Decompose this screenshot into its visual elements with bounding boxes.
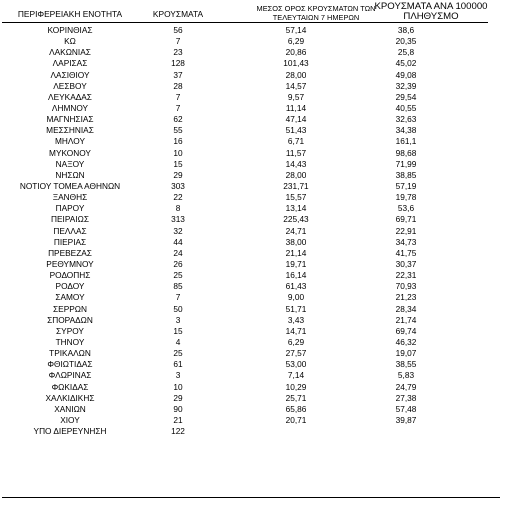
cell-region: ΜΗΛΟΥ bbox=[55, 136, 85, 147]
cell-cases: 26 bbox=[173, 258, 183, 269]
cell-per100k: 38,85 bbox=[395, 169, 417, 180]
cell-per100k: 45,02 bbox=[395, 58, 417, 69]
cell-region: ΠΙΕΡΙΑΣ bbox=[53, 236, 87, 247]
table-row bbox=[0, 415, 516, 426]
table-row bbox=[0, 281, 516, 292]
cell-cases: 32 bbox=[173, 225, 183, 236]
table-bottom-rule bbox=[2, 497, 500, 498]
table-row bbox=[0, 214, 516, 225]
cell-per100k: 30,37 bbox=[395, 258, 417, 269]
cell-region: ΠΕΙΡΑΙΩΣ bbox=[51, 214, 89, 225]
cell-region: ΦΛΩΡΙΝΑΣ bbox=[48, 370, 92, 381]
table-row bbox=[0, 404, 516, 415]
cell-per100k: 32,39 bbox=[395, 80, 417, 91]
cell-region: ΛΑΚΩΝΙΑΣ bbox=[49, 47, 91, 58]
cell-cases: 25 bbox=[173, 270, 183, 281]
cell-per100k: 22,91 bbox=[395, 225, 417, 236]
table-row bbox=[0, 226, 516, 237]
table-row bbox=[0, 337, 516, 348]
cell-avg7: 6,71 bbox=[287, 136, 305, 147]
cell-per100k: 38,6 bbox=[397, 25, 415, 35]
cell-cases: 55 bbox=[173, 125, 183, 136]
cell-cases: 29 bbox=[173, 392, 183, 403]
cell-avg7: 15,57 bbox=[285, 192, 307, 203]
cell-cases: 50 bbox=[173, 303, 183, 314]
cell-cases: 22 bbox=[173, 192, 183, 203]
cell-per100k: 24,79 bbox=[395, 381, 417, 392]
cell-region: ΤΗΝΟΥ bbox=[55, 336, 85, 347]
cell-per100k: 71,99 bbox=[395, 158, 417, 169]
table-row bbox=[0, 382, 516, 393]
cell-cases: 3 bbox=[175, 314, 181, 325]
cell-region: ΣΥΡΟΥ bbox=[56, 325, 84, 336]
cell-cases: 44 bbox=[173, 236, 183, 247]
table-row bbox=[0, 292, 516, 303]
cell-avg7: 16,14 bbox=[285, 270, 307, 281]
cell-cases: 3 bbox=[175, 370, 181, 381]
cell-avg7: 51,43 bbox=[285, 125, 307, 136]
table-row bbox=[0, 259, 516, 270]
table-row bbox=[0, 47, 516, 58]
table-row bbox=[0, 304, 516, 315]
cell-avg7: 47,14 bbox=[285, 114, 307, 125]
header-divider bbox=[2, 22, 488, 23]
table-row bbox=[0, 114, 516, 125]
cell-region: ΧΑΛΚΙΔΙΚΗΣ bbox=[45, 392, 95, 403]
cell-cases: 15 bbox=[173, 158, 183, 169]
cell-avg7: 101,43 bbox=[283, 58, 309, 69]
table-row bbox=[0, 70, 516, 81]
cell-cases: 24 bbox=[173, 247, 183, 258]
cell-cases: 37 bbox=[173, 69, 183, 80]
cell-per100k: 19,07 bbox=[395, 348, 417, 359]
table-row bbox=[0, 370, 516, 381]
cell-avg7: 6,29 bbox=[287, 336, 305, 347]
cell-per100k: 38,55 bbox=[395, 359, 417, 370]
cell-avg7: 61,43 bbox=[285, 281, 307, 292]
cell-per100k: 57,19 bbox=[395, 180, 417, 191]
cell-cases: 10 bbox=[173, 381, 183, 392]
cell-per100k: 53,6 bbox=[397, 203, 415, 214]
cell-region: ΡΟΔΟΠΗΣ bbox=[49, 270, 91, 281]
cell-avg7: 57,14 bbox=[285, 25, 307, 35]
cell-avg7: 19,71 bbox=[285, 258, 307, 269]
cell-avg7: 10,29 bbox=[285, 381, 307, 392]
cell-region: ΠΑΡΟΥ bbox=[55, 203, 85, 214]
cell-avg7: 9,00 bbox=[287, 292, 305, 303]
cell-cases: 128 bbox=[171, 58, 185, 69]
cell-region: ΝΟΤΙΟΥ ΤΟΜΕΑ ΑΘΗΝΩΝ bbox=[19, 180, 121, 191]
cell-per100k: 28,34 bbox=[395, 303, 417, 314]
cell-avg7: 11,57 bbox=[285, 147, 307, 158]
cell-per100k: 21,74 bbox=[395, 314, 417, 325]
cell-avg7: 7,14 bbox=[287, 370, 305, 381]
cell-cases: 7 bbox=[175, 102, 181, 113]
cell-cases: 29 bbox=[173, 169, 183, 180]
cell-avg7: 14,57 bbox=[285, 80, 307, 91]
table-row bbox=[0, 192, 516, 203]
cell-cases: 56 bbox=[173, 25, 183, 35]
cell-per100k: 25,8 bbox=[397, 47, 415, 58]
cell-region: ΡΕΘΥΜΝΟΥ bbox=[46, 258, 94, 269]
cell-avg7: 11,14 bbox=[285, 102, 307, 113]
header-per100k: ΚΡΟΥΣΜΑΤΑ ΑΝΑ 100000 ΠΛΗΘΥΣΜΟ bbox=[374, 1, 488, 22]
table-row bbox=[0, 159, 516, 170]
cell-avg7: 20,71 bbox=[285, 414, 307, 425]
table-row bbox=[0, 359, 516, 370]
cell-per100k: 32,63 bbox=[395, 114, 417, 125]
cell-cases: 25 bbox=[173, 348, 183, 359]
cell-avg7: 20,86 bbox=[285, 47, 307, 58]
cell-region: ΛΕΥΚΑΔΑΣ bbox=[48, 91, 92, 102]
header-avg7: ΜΕΣΟΣ ΟΡΟΣ ΚΡΟΥΣΜΑΤΩΝ ΤΩΝ ΤΕΛΕΥΤΑΙΩΝ 7 ΗΜΕΡΩΝ bbox=[256, 4, 376, 22]
cell-region: ΧΙΟΥ bbox=[60, 414, 80, 425]
cell-region: ΚΟΡΙΝΘΙΑΣ bbox=[47, 25, 93, 35]
cell-cases: 122 bbox=[171, 426, 185, 437]
cell-per100k: 41,75 bbox=[395, 247, 417, 258]
table-row bbox=[0, 393, 516, 404]
header-cases: ΚΡΟΥΣΜΑΤΑ bbox=[152, 9, 204, 19]
cell-region: ΥΠΟ ΔΙΕΡΕΥΝΗΣΗ bbox=[33, 426, 107, 437]
cell-per100k: 57,48 bbox=[395, 403, 417, 414]
cell-per100k: 39,87 bbox=[395, 414, 417, 425]
cell-region: ΝΑΞΟΥ bbox=[55, 158, 85, 169]
table-row bbox=[0, 36, 516, 47]
cell-region: ΛΕΣΒΟΥ bbox=[53, 80, 87, 91]
cell-cases: 4 bbox=[175, 336, 181, 347]
table-row bbox=[0, 270, 516, 281]
cell-cases: 7 bbox=[175, 36, 181, 47]
cell-per100k: 161,1 bbox=[395, 136, 417, 147]
cell-avg7: 25,71 bbox=[285, 392, 307, 403]
cell-cases: 23 bbox=[173, 47, 183, 58]
cell-avg7: 231,71 bbox=[283, 180, 309, 191]
table-row bbox=[0, 326, 516, 337]
cell-per100k: 5,83 bbox=[397, 370, 415, 381]
cell-region: ΞΑΝΘΗΣ bbox=[52, 192, 88, 203]
cell-per100k: 40,55 bbox=[395, 102, 417, 113]
cell-region: ΦΩΚΙΔΑΣ bbox=[51, 381, 89, 392]
table-row bbox=[0, 25, 516, 36]
cell-region: ΤΡΙΚΑΛΩΝ bbox=[49, 348, 91, 359]
cell-region: ΛΗΜΝΟΥ bbox=[51, 102, 89, 113]
table-row bbox=[0, 203, 516, 214]
cell-region: ΛΑΣΙΘΙΟΥ bbox=[50, 69, 90, 80]
cell-cases: 7 bbox=[175, 292, 181, 303]
cell-cases: 16 bbox=[173, 136, 183, 147]
cell-cases: 28 bbox=[173, 80, 183, 91]
cell-avg7: 38,00 bbox=[285, 236, 307, 247]
cell-avg7: 27,57 bbox=[285, 348, 307, 359]
cell-cases: 7 bbox=[175, 91, 181, 102]
cell-avg7: 9,57 bbox=[287, 91, 305, 102]
table-row bbox=[0, 58, 516, 69]
cell-avg7: 14,71 bbox=[285, 325, 307, 336]
cell-region: ΡΟΔΟΥ bbox=[55, 281, 85, 292]
cell-avg7: 3,43 bbox=[287, 314, 305, 325]
cell-cases: 8 bbox=[175, 203, 181, 214]
cell-region: ΦΘΙΩΤΙΔΑΣ bbox=[47, 359, 93, 370]
cell-cases: 61 bbox=[173, 359, 183, 370]
cell-per100k: 29,54 bbox=[395, 91, 417, 102]
cell-per100k: 22,31 bbox=[395, 270, 417, 281]
cell-avg7: 21,14 bbox=[285, 247, 307, 258]
cell-avg7: 28,00 bbox=[285, 69, 307, 80]
cell-avg7: 13,14 bbox=[285, 203, 307, 214]
cell-cases: 15 bbox=[173, 325, 183, 336]
cell-per100k: 70,93 bbox=[395, 281, 417, 292]
cell-per100k: 27,38 bbox=[395, 392, 417, 403]
table-row bbox=[0, 315, 516, 326]
cell-avg7: 53,00 bbox=[285, 359, 307, 370]
cell-cases: 62 bbox=[173, 114, 183, 125]
cell-per100k: 69,71 bbox=[395, 214, 417, 225]
cell-per100k: 19,78 bbox=[395, 192, 417, 203]
cell-region: ΣΑΜΟΥ bbox=[55, 292, 85, 303]
cell-per100k: 46,32 bbox=[395, 336, 417, 347]
table-row bbox=[0, 248, 516, 259]
table-row bbox=[0, 170, 516, 181]
table-row bbox=[0, 136, 516, 147]
cell-cases: 85 bbox=[173, 281, 183, 292]
cell-avg7: 6,29 bbox=[287, 36, 305, 47]
cell-region: ΣΕΡΡΩΝ bbox=[53, 303, 87, 314]
table-row bbox=[0, 92, 516, 103]
table-row bbox=[0, 81, 516, 92]
cell-per100k: 34,73 bbox=[395, 236, 417, 247]
cell-avg7: 28,00 bbox=[285, 169, 307, 180]
cell-region: ΚΩ bbox=[64, 36, 76, 47]
table-row bbox=[0, 148, 516, 159]
cell-avg7: 51,71 bbox=[285, 303, 307, 314]
cell-cases: 303 bbox=[171, 180, 185, 191]
cell-region: ΜΑΓΝΗΣΙΑΣ bbox=[46, 114, 94, 125]
cell-region: ΠΡΕΒΕΖΑΣ bbox=[48, 247, 92, 258]
cell-per100k: 98,68 bbox=[395, 147, 417, 158]
table-row bbox=[0, 181, 516, 192]
cell-avg7: 24,71 bbox=[285, 225, 307, 236]
table-row bbox=[0, 237, 516, 248]
cell-region: ΛΑΡΙΣΑΣ bbox=[52, 58, 88, 69]
table-row bbox=[0, 125, 516, 136]
cell-avg7: 65,86 bbox=[285, 403, 307, 414]
cell-per100k: 34,38 bbox=[395, 125, 417, 136]
cell-region: ΜΥΚΟΝΟΥ bbox=[49, 147, 91, 158]
cell-cases: 90 bbox=[173, 403, 183, 414]
cell-avg7: 14,43 bbox=[285, 158, 307, 169]
header-region: ΠΕΡΙΦΕΡΕΙΑΚΗ ΕΝΟΤΗΤΑ bbox=[17, 9, 123, 19]
table-body bbox=[0, 25, 516, 437]
table-row bbox=[0, 348, 516, 359]
cell-cases: 10 bbox=[173, 147, 183, 158]
cell-region: ΣΠΟΡΑΔΩΝ bbox=[47, 314, 93, 325]
cell-region: ΧΑΝΙΩΝ bbox=[54, 403, 86, 414]
cell-cases: 21 bbox=[173, 414, 183, 425]
cell-region: ΝΗΣΩΝ bbox=[55, 169, 85, 180]
cell-per100k: 69,74 bbox=[395, 325, 417, 336]
cell-cases: 313 bbox=[171, 214, 185, 225]
cell-per100k: 49,08 bbox=[395, 69, 417, 80]
cell-per100k: 20,35 bbox=[395, 36, 417, 47]
cell-region: ΜΕΣΣΗΝΙΑΣ bbox=[46, 125, 94, 136]
table-row bbox=[0, 103, 516, 114]
cell-avg7: 225,43 bbox=[283, 214, 309, 225]
cell-region: ΠΕΛΛΑΣ bbox=[53, 225, 87, 236]
table-row bbox=[0, 426, 516, 437]
cell-per100k: 21,23 bbox=[395, 292, 417, 303]
